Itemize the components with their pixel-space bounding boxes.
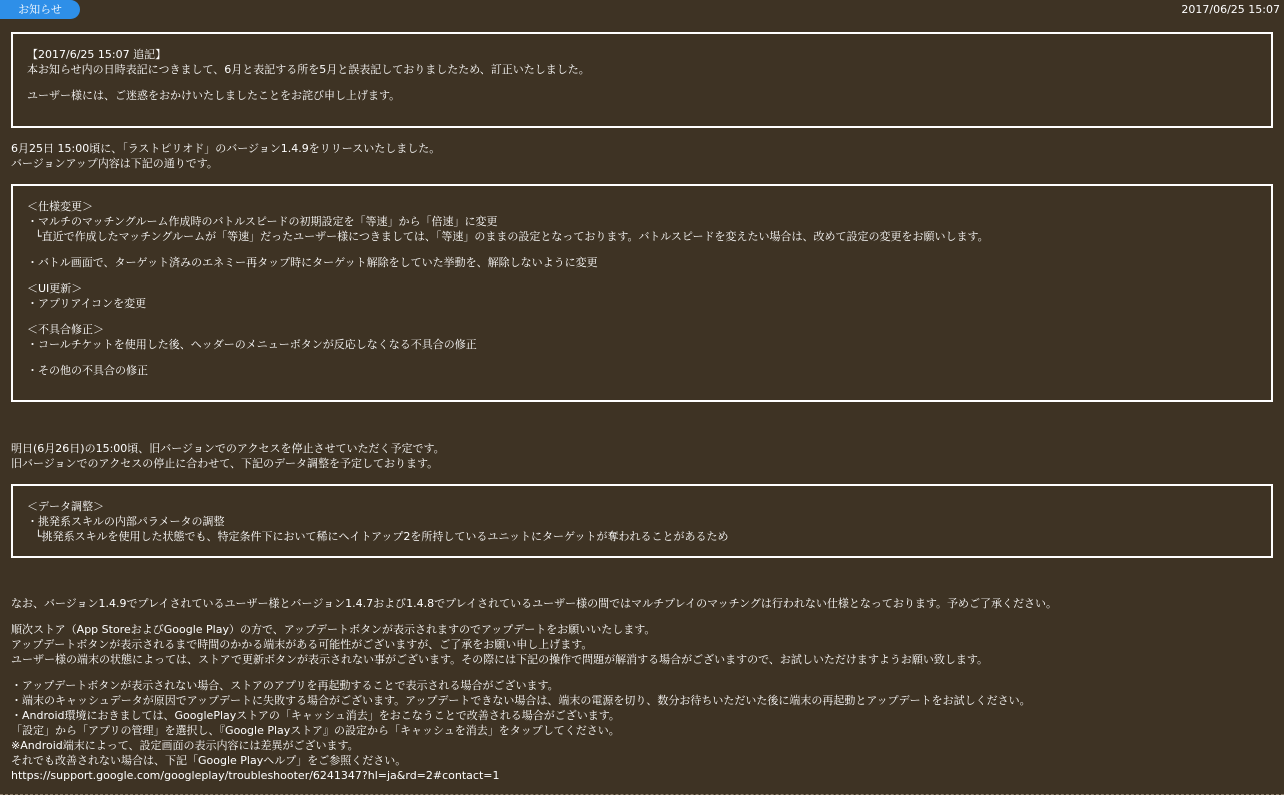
section-heading: ＜データ調整＞ (27, 500, 104, 513)
release-intro-line: 6月25日 15:00頃に、「ラストピリオド」のバージョン1.4.9をリリースいたしました。 (11, 142, 441, 155)
update-text: アップデートボタンが表示されるまで時間のかかる端末がある可能性がございますが、ご了承をお願い申し上げます。 (11, 638, 593, 651)
change-item: ・その他の不具合の修正 (27, 364, 148, 377)
notice-header (0, 0, 1284, 19)
release-intro-line: バージョンアップ内容は下記の通りです。 (11, 157, 218, 170)
troubleshoot-text: それでも改善されない場合は、下記「Google Playヘルプ」をご参照ください。 (11, 754, 407, 767)
notice-body (11, 32, 1273, 783)
old-version-line: 旧バージョンでのアクセスの停止に合わせて、下記のデータ調整を予定しております。 (11, 457, 439, 470)
change-item: ・アプリアイコンを変更 (27, 297, 147, 310)
adjustment-subitem: └挑発系スキルを使用した状態でも、特定条件下において稀にヘイトアップ2を所持しているユニットにターゲットが奪われることがあるため (35, 530, 729, 543)
old-version-line: 明日(6月26日)の15:00頃、旧バージョンでのアクセスを停止させていただく予定です。 (11, 442, 445, 455)
update-text: ユーザー様の端末の状態によっては、ストアで更新ボタンが表示されない事がございます。その際には下記の操作で問題が解消する場合がございますので、お試しいただけますようお願い致します。 (11, 653, 989, 666)
old-version-notice (11, 441, 1273, 471)
apology-text: ユーザー様には、ご迷惑をおかけいたしましたことをお詫び申し上げます。 (27, 89, 401, 102)
change-subitem: └直近で作成したマッチングルームが「等速」だったユーザー様につきましては、「等速」のままの設定となっております。バトルスピードを変えたい場合は、改めて設定の変更をお願いします。 (35, 230, 989, 243)
matching-note: なお、バージョン1.4.9でプレイされているユーザー様とバージョン1.4.7および1.4.8でプレイされているユーザー様の間ではマルチプレイのマッチングは行われない仕様となっております。予めご了承ください。 (11, 597, 1058, 610)
data-adjustment-box (11, 484, 1273, 558)
correction-heading: 【2017/6/25 15:07 追記】 (27, 48, 167, 61)
change-item: ・バトル画面で、ターゲット済みのエネミー再タップ時にターゲット解除をしていた挙動を、解除しないように変更 (27, 256, 598, 269)
troubleshoot-text: ※Android端末によって、設定画面の表示内容には差異がございます。 (11, 739, 359, 752)
update-text: 順次ストア（App StoreおよびGoogle Play）の方で、アップデートボタンが表示されますのでアップデートをお願いいたします。 (11, 623, 656, 636)
changes-box (11, 184, 1273, 402)
notice-category-tag: お知らせ (0, 0, 80, 19)
section-heading: ＜不具合修正＞ (27, 323, 104, 336)
section-heading: ＜仕様変更＞ (27, 200, 93, 213)
correction-text: 本お知らせ内の日時表記につきまして、6月と表記する所を5月と誤表記しておりましたため、訂正いたしました。 (27, 63, 590, 76)
footer-notes (11, 596, 1273, 783)
adjustment-item: ・挑発系スキルの内部パラメータの調整 (27, 515, 225, 528)
troubleshoot-text: ・アップデートボタンが表示されない場合、ストアのアプリを再起動することで表示される場合がございます。 (11, 679, 559, 692)
notice-date: 2017/06/25 15:07 (1181, 3, 1280, 16)
troubleshoot-text: ・Android環境におきましては、GooglePlayストアの「キャッシュ消去」をおこなうことで改善される場合がございます。 (11, 709, 620, 722)
troubleshoot-text: ・端末のキャッシュデータが原因でアップデートに失敗する場合がございます。アップデートできない場合は、端末の電源を切り、数分お待ちいただいた後に端末の再起動とアップデートをお試しください。 (11, 694, 1031, 707)
release-intro (11, 141, 1273, 171)
change-item: ・コールチケットを使用した後、ヘッダーのメニューボタンが反応しなくなる不具合の修正 (27, 338, 477, 351)
section-heading: ＜UI更新＞ (27, 282, 83, 295)
correction-box (11, 32, 1273, 128)
help-link[interactable]: https://support.google.com/googleplay/troubleshooter/6241347?hl=ja&rd=2#contact=1 (11, 769, 500, 782)
change-item: ・マルチのマッチングルーム作成時のバトルスピードの初期設定を「等速」から「倍速」に変更 (27, 215, 498, 228)
troubleshoot-text: 「設定」から「アプリの管理」を選択し、『Google Playストア』の設定から「キャッシュを消去」をタップしてください。 (11, 724, 620, 737)
